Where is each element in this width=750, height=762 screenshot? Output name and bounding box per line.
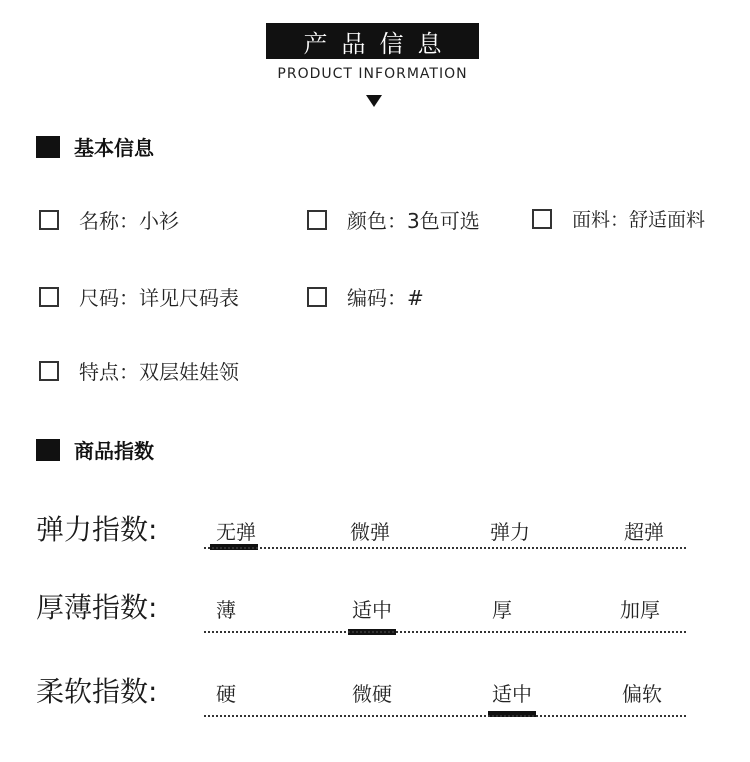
dotted-divider [204, 631, 686, 633]
page-title-banner [266, 23, 479, 59]
section-heading-product-index [36, 435, 154, 464]
index-row-label: 厚薄指数: [36, 591, 158, 624]
index-option: 偏软 [622, 682, 662, 706]
info-item-text: 编码：# [347, 286, 424, 310]
square-bullet-icon [36, 439, 60, 461]
info-item-text: 特点：双层娃娃领 [79, 360, 239, 384]
down-arrow-icon [366, 95, 382, 107]
info-item-feature [39, 356, 239, 385]
index-option: 微弹 [350, 520, 390, 544]
checkbox-icon [532, 209, 552, 229]
page-subtitle: PRODUCT INFORMATION [277, 66, 468, 82]
dotted-divider [204, 715, 686, 717]
info-item-text: 名称：小衫 [79, 209, 179, 233]
index-row-thickness [36, 586, 696, 646]
info-item-text: 颜色：3色可选 [347, 209, 480, 233]
index-option: 加厚 [620, 598, 660, 622]
index-option: 超弹 [624, 520, 664, 544]
index-option: 厚 [492, 598, 512, 622]
info-item-name [39, 205, 179, 234]
info-item-code [307, 282, 424, 311]
checkbox-icon [307, 210, 327, 230]
checkbox-icon [307, 287, 327, 307]
dotted-divider [204, 547, 686, 549]
index-row-elasticity [36, 508, 696, 568]
index-option: 微硬 [352, 682, 392, 706]
index-option: 适中 [492, 682, 532, 706]
info-item-color [307, 205, 480, 234]
index-row-label: 弹力指数: [36, 513, 158, 546]
checkbox-icon [39, 361, 59, 381]
page-title: 产品信息 [303, 29, 456, 58]
index-row-label: 柔软指数: [36, 675, 158, 708]
checkbox-icon [39, 287, 59, 307]
section-heading-label: 基本信息 [74, 136, 154, 160]
index-option: 无弹 [216, 520, 256, 544]
index-option: 弹力 [490, 520, 530, 544]
square-bullet-icon [36, 136, 60, 158]
index-option: 硬 [216, 682, 236, 706]
info-item-text: 尺码：详见尺码表 [79, 286, 239, 310]
info-item-text: 面料：舒适面料 [572, 209, 706, 231]
checkbox-icon [39, 210, 59, 230]
info-item-size [39, 282, 239, 311]
index-row-softness [36, 670, 696, 730]
info-item-fabric [532, 205, 705, 232]
section-heading-basic-info [36, 132, 154, 161]
index-option: 薄 [216, 598, 236, 622]
index-option: 适中 [352, 598, 392, 622]
section-heading-label: 商品指数 [74, 439, 154, 463]
